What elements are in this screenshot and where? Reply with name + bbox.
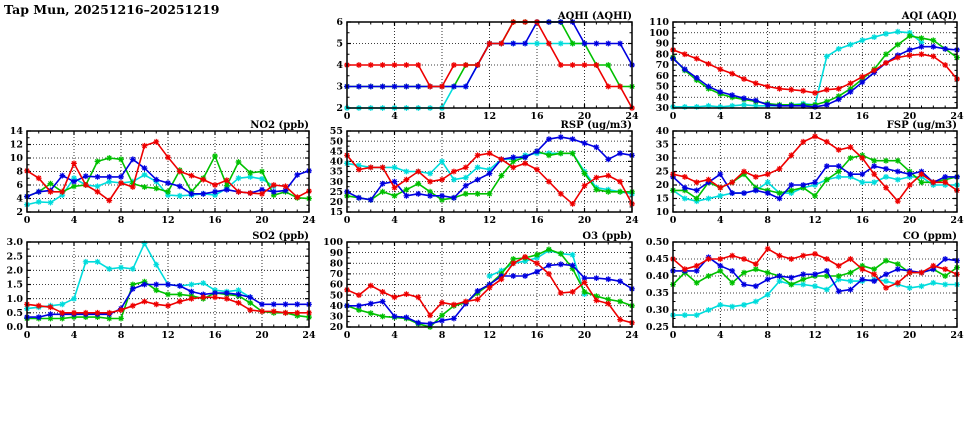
x-tick-label: 20: [255, 215, 269, 226]
x-tick-label: 12: [482, 330, 497, 340]
y-tick-label: 4: [16, 193, 23, 205]
chart-aqi: [646, 8, 975, 122]
x-tick-label: 20: [577, 330, 592, 340]
y-tick-label: 80: [329, 258, 343, 270]
x-tick-label: 12: [808, 215, 822, 226]
chart-title-no2: NO2 (ppb): [250, 120, 309, 131]
y-tick-label: 20: [655, 180, 669, 192]
x-tick-label: 8: [438, 111, 446, 122]
y-tick-label: 40: [655, 92, 669, 104]
chart-title-so2: SO2 (ppb): [252, 231, 309, 242]
chart-title-o3: O3 (ppb): [582, 231, 632, 242]
x-tick-label: 20: [903, 111, 917, 122]
series-line-cyan: [673, 32, 922, 107]
x-tick-label: 16: [855, 215, 869, 226]
y-tick-label: 6: [16, 180, 23, 192]
y-tick-label: 2: [16, 207, 23, 219]
x-tick-label: 4: [391, 111, 398, 122]
x-tick-label: 16: [855, 111, 869, 122]
y-tick-label: 20: [329, 197, 343, 209]
y-tick-label: 40: [329, 156, 343, 168]
y-tick-label: 0.45: [646, 254, 669, 266]
x-tick-label: 0: [669, 111, 677, 122]
y-tick-label: 25: [655, 166, 669, 178]
y-tick-label: 0.50: [646, 237, 669, 249]
y-tick-label: 30: [655, 153, 669, 165]
chart-so2: [0, 228, 320, 340]
y-tick-label: 3.0: [6, 237, 23, 249]
y-tick-label: 40: [329, 300, 343, 312]
x-tick-label: 4: [70, 215, 78, 226]
y-tick-label: 60: [655, 70, 669, 82]
x-tick-label: 0: [343, 215, 351, 226]
x-tick-label: 0: [343, 330, 351, 340]
x-tick-label: 16: [530, 215, 544, 226]
x-tick-label: 12: [482, 215, 497, 226]
y-tick-label: 10: [655, 207, 669, 219]
page-title: Tap Mun, 20251216–20251219: [4, 2, 220, 17]
y-tick-label: 25: [329, 186, 343, 198]
x-tick-label: 4: [391, 215, 398, 226]
chart-title-co: CO (ppm): [902, 231, 957, 242]
series-line-cyan: [347, 44, 585, 109]
x-tick-label: 20: [903, 330, 917, 340]
series-markers-cyan: [344, 41, 587, 111]
chart-fsp: [646, 117, 975, 227]
y-tick-label: 100: [323, 237, 343, 249]
y-tick-label: 15: [329, 207, 343, 219]
x-tick-label: 24: [950, 111, 964, 122]
y-tick-label: 6: [336, 17, 343, 29]
x-tick-label: 0: [23, 215, 31, 226]
x-tick-label: 4: [717, 111, 724, 122]
y-tick-label: 110: [649, 17, 669, 29]
x-tick-label: 0: [669, 215, 677, 226]
y-tick-label: 0.30: [646, 305, 669, 317]
x-tick-label: 12: [482, 111, 497, 122]
x-tick-label: 16: [855, 330, 869, 340]
y-tick-label: 50: [329, 136, 343, 148]
y-tick-label: 45: [329, 146, 343, 158]
y-tick-label: 5: [336, 38, 343, 50]
y-tick-label: 55: [329, 126, 343, 138]
chart-title-fsp: FSP (ug/m3): [886, 120, 957, 131]
x-tick-label: 8: [764, 330, 771, 340]
x-tick-label: 12: [808, 330, 822, 340]
y-tick-label: 1.5: [6, 279, 23, 291]
x-tick-label: 4: [717, 330, 724, 340]
x-tick-label: 24: [625, 111, 639, 122]
y-tick-label: 0.35: [646, 288, 669, 300]
y-tick-label: 90: [655, 38, 669, 50]
x-tick-label: 4: [70, 330, 78, 340]
x-tick-label: 8: [117, 215, 125, 226]
y-tick-label: 2.5: [6, 251, 23, 263]
chart-aqhi: [320, 8, 646, 122]
y-tick-label: 30: [655, 103, 669, 115]
chart-title-aqhi: AQHI (AQHI): [557, 11, 632, 22]
series-markers-cyan: [24, 241, 253, 312]
chart-rsp: [320, 117, 646, 227]
y-tick-label: 2: [336, 103, 343, 115]
x-tick-label: 24: [950, 330, 964, 340]
y-tick-label: 70: [329, 269, 343, 281]
y-tick-label: 0.0: [6, 322, 23, 334]
x-tick-label: 12: [161, 215, 175, 226]
y-tick-label: 50: [329, 290, 343, 302]
y-tick-label: 35: [329, 166, 343, 178]
y-tick-label: 1.0: [6, 293, 23, 305]
y-tick-label: 14: [9, 126, 23, 138]
x-tick-label: 12: [161, 330, 175, 340]
y-tick-label: 80: [655, 49, 669, 61]
x-tick-label: 0: [669, 330, 677, 340]
y-tick-label: 0.5: [6, 308, 23, 320]
y-tick-label: 90: [329, 247, 343, 259]
x-tick-label: 20: [577, 111, 592, 122]
y-tick-label: 0.40: [646, 271, 669, 283]
x-tick-label: 0: [343, 111, 351, 122]
x-tick-label: 8: [117, 330, 125, 340]
y-tick-label: 0.25: [646, 322, 669, 334]
y-tick-label: 10: [9, 153, 23, 165]
x-tick-label: 16: [208, 330, 222, 340]
x-tick-label: 24: [950, 215, 964, 226]
x-tick-label: 24: [625, 330, 639, 340]
y-tick-label: 40: [655, 126, 669, 138]
y-tick-label: 50: [655, 81, 669, 93]
x-tick-label: 8: [438, 330, 446, 340]
chart-co: [646, 228, 975, 340]
x-tick-label: 0: [23, 330, 31, 340]
x-tick-label: 16: [208, 215, 222, 226]
chart-no2: [0, 117, 320, 227]
x-tick-label: 4: [717, 215, 724, 226]
x-tick-label: 8: [764, 215, 771, 226]
x-tick-label: 12: [808, 111, 822, 122]
chart-o3: [320, 228, 646, 340]
y-tick-label: 35: [655, 139, 669, 151]
y-tick-label: 3: [336, 81, 343, 93]
x-tick-label: 20: [903, 215, 917, 226]
chart-title-aqi: AQI (AQI): [901, 11, 957, 22]
x-tick-label: 24: [302, 330, 316, 340]
y-tick-label: 8: [16, 166, 23, 178]
y-tick-label: 30: [329, 176, 343, 188]
x-tick-label: 24: [625, 215, 639, 226]
y-tick-label: 12: [9, 139, 23, 151]
x-tick-label: 20: [255, 330, 269, 340]
x-tick-label: 8: [438, 215, 446, 226]
y-tick-label: 2.0: [6, 265, 23, 277]
y-tick-label: 100: [649, 27, 669, 39]
x-tick-label: 8: [764, 111, 771, 122]
x-tick-label: 16: [530, 111, 544, 122]
y-tick-label: 70: [655, 60, 669, 72]
y-tick-label: 30: [329, 311, 343, 323]
chart-title-rsp: RSP (ug/m3): [560, 120, 632, 131]
y-tick-label: 15: [655, 193, 669, 205]
x-tick-label: 4: [391, 330, 398, 340]
x-tick-label: 24: [302, 215, 316, 226]
y-tick-label: 60: [329, 279, 343, 291]
y-tick-label: 4: [336, 60, 343, 72]
x-tick-label: 16: [530, 330, 544, 340]
x-tick-label: 20: [577, 215, 592, 226]
y-tick-label: 20: [329, 322, 343, 334]
